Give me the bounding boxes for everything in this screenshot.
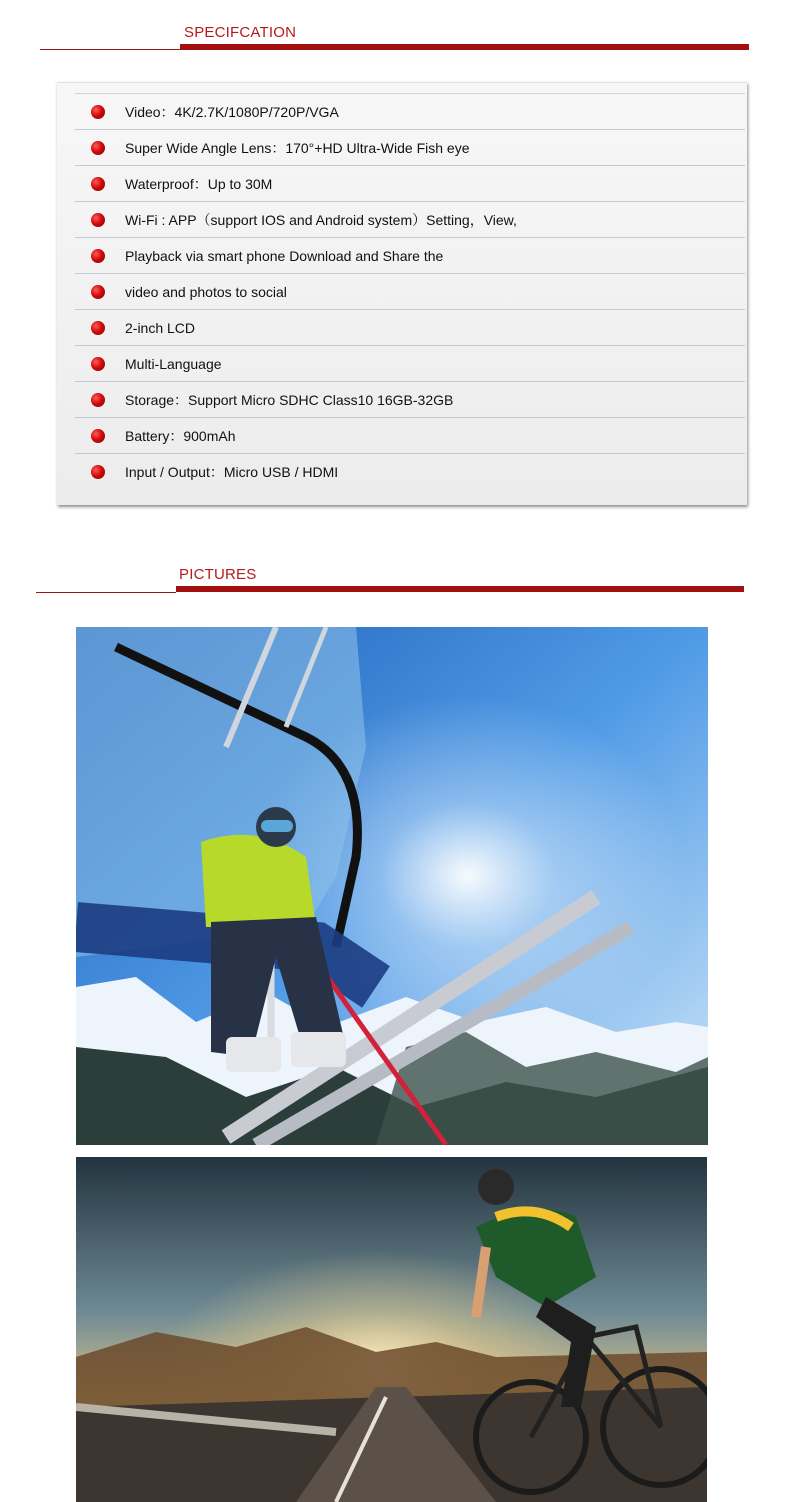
spec-text: Input / Output：Micro USB / HDMI xyxy=(125,463,339,480)
header-thin-rule xyxy=(36,592,176,593)
road-cyclist-sunset-photo xyxy=(76,1157,707,1502)
spec-text: Playback via smart phone Download and Share the xyxy=(125,247,444,264)
red-bullet-icon xyxy=(91,213,105,227)
spec-item xyxy=(75,274,745,310)
pictures-header xyxy=(0,560,790,600)
spec-text: Multi-Language xyxy=(125,355,222,372)
spec-text: Battery：900mAh xyxy=(125,427,236,444)
spec-text: Super Wide Angle Lens：170°+HD Ultra-Wide Fish eye xyxy=(125,139,470,156)
spec-item xyxy=(75,202,745,238)
spec-item xyxy=(75,418,745,454)
specification-header xyxy=(0,0,790,60)
spec-item xyxy=(75,382,745,418)
spec-item xyxy=(75,166,745,202)
red-bullet-icon xyxy=(91,177,105,191)
red-bullet-icon xyxy=(91,105,105,119)
red-bullet-icon xyxy=(91,321,105,335)
spec-item xyxy=(75,238,745,274)
red-bullet-icon xyxy=(91,429,105,443)
pictures-title: PICTURES xyxy=(179,566,257,583)
spec-text: Wi-Fi : APP（support IOS and Android system）Setting，View, xyxy=(125,211,517,228)
red-bullet-icon xyxy=(91,249,105,263)
skier-on-chairlift-photo xyxy=(76,627,708,1145)
red-bullet-icon xyxy=(91,393,105,407)
spec-text: Video：4K/2.7K/1080P/720P/VGA xyxy=(125,103,339,120)
spec-item xyxy=(75,130,745,166)
spec-text: Waterproof：Up to 30M xyxy=(125,175,273,192)
spec-text: video and photos to social xyxy=(125,283,287,300)
red-bullet-icon xyxy=(91,141,105,155)
spec-item xyxy=(75,310,745,346)
spec-item xyxy=(75,93,745,130)
specification-panel xyxy=(57,82,747,505)
spec-list xyxy=(75,93,745,489)
spec-text: Storage：Support Micro SDHC Class10 16GB-32GB xyxy=(125,391,454,408)
header-thin-rule xyxy=(40,49,180,50)
header-thick-rule xyxy=(180,44,749,50)
red-bullet-icon xyxy=(91,285,105,299)
header-thick-rule xyxy=(176,586,744,592)
spec-item xyxy=(75,454,745,489)
spec-item xyxy=(75,346,745,382)
red-bullet-icon xyxy=(91,357,105,371)
spec-text: 2-inch LCD xyxy=(125,319,196,336)
red-bullet-icon xyxy=(91,465,105,479)
specification-title: SPECIFCATION xyxy=(184,24,297,41)
